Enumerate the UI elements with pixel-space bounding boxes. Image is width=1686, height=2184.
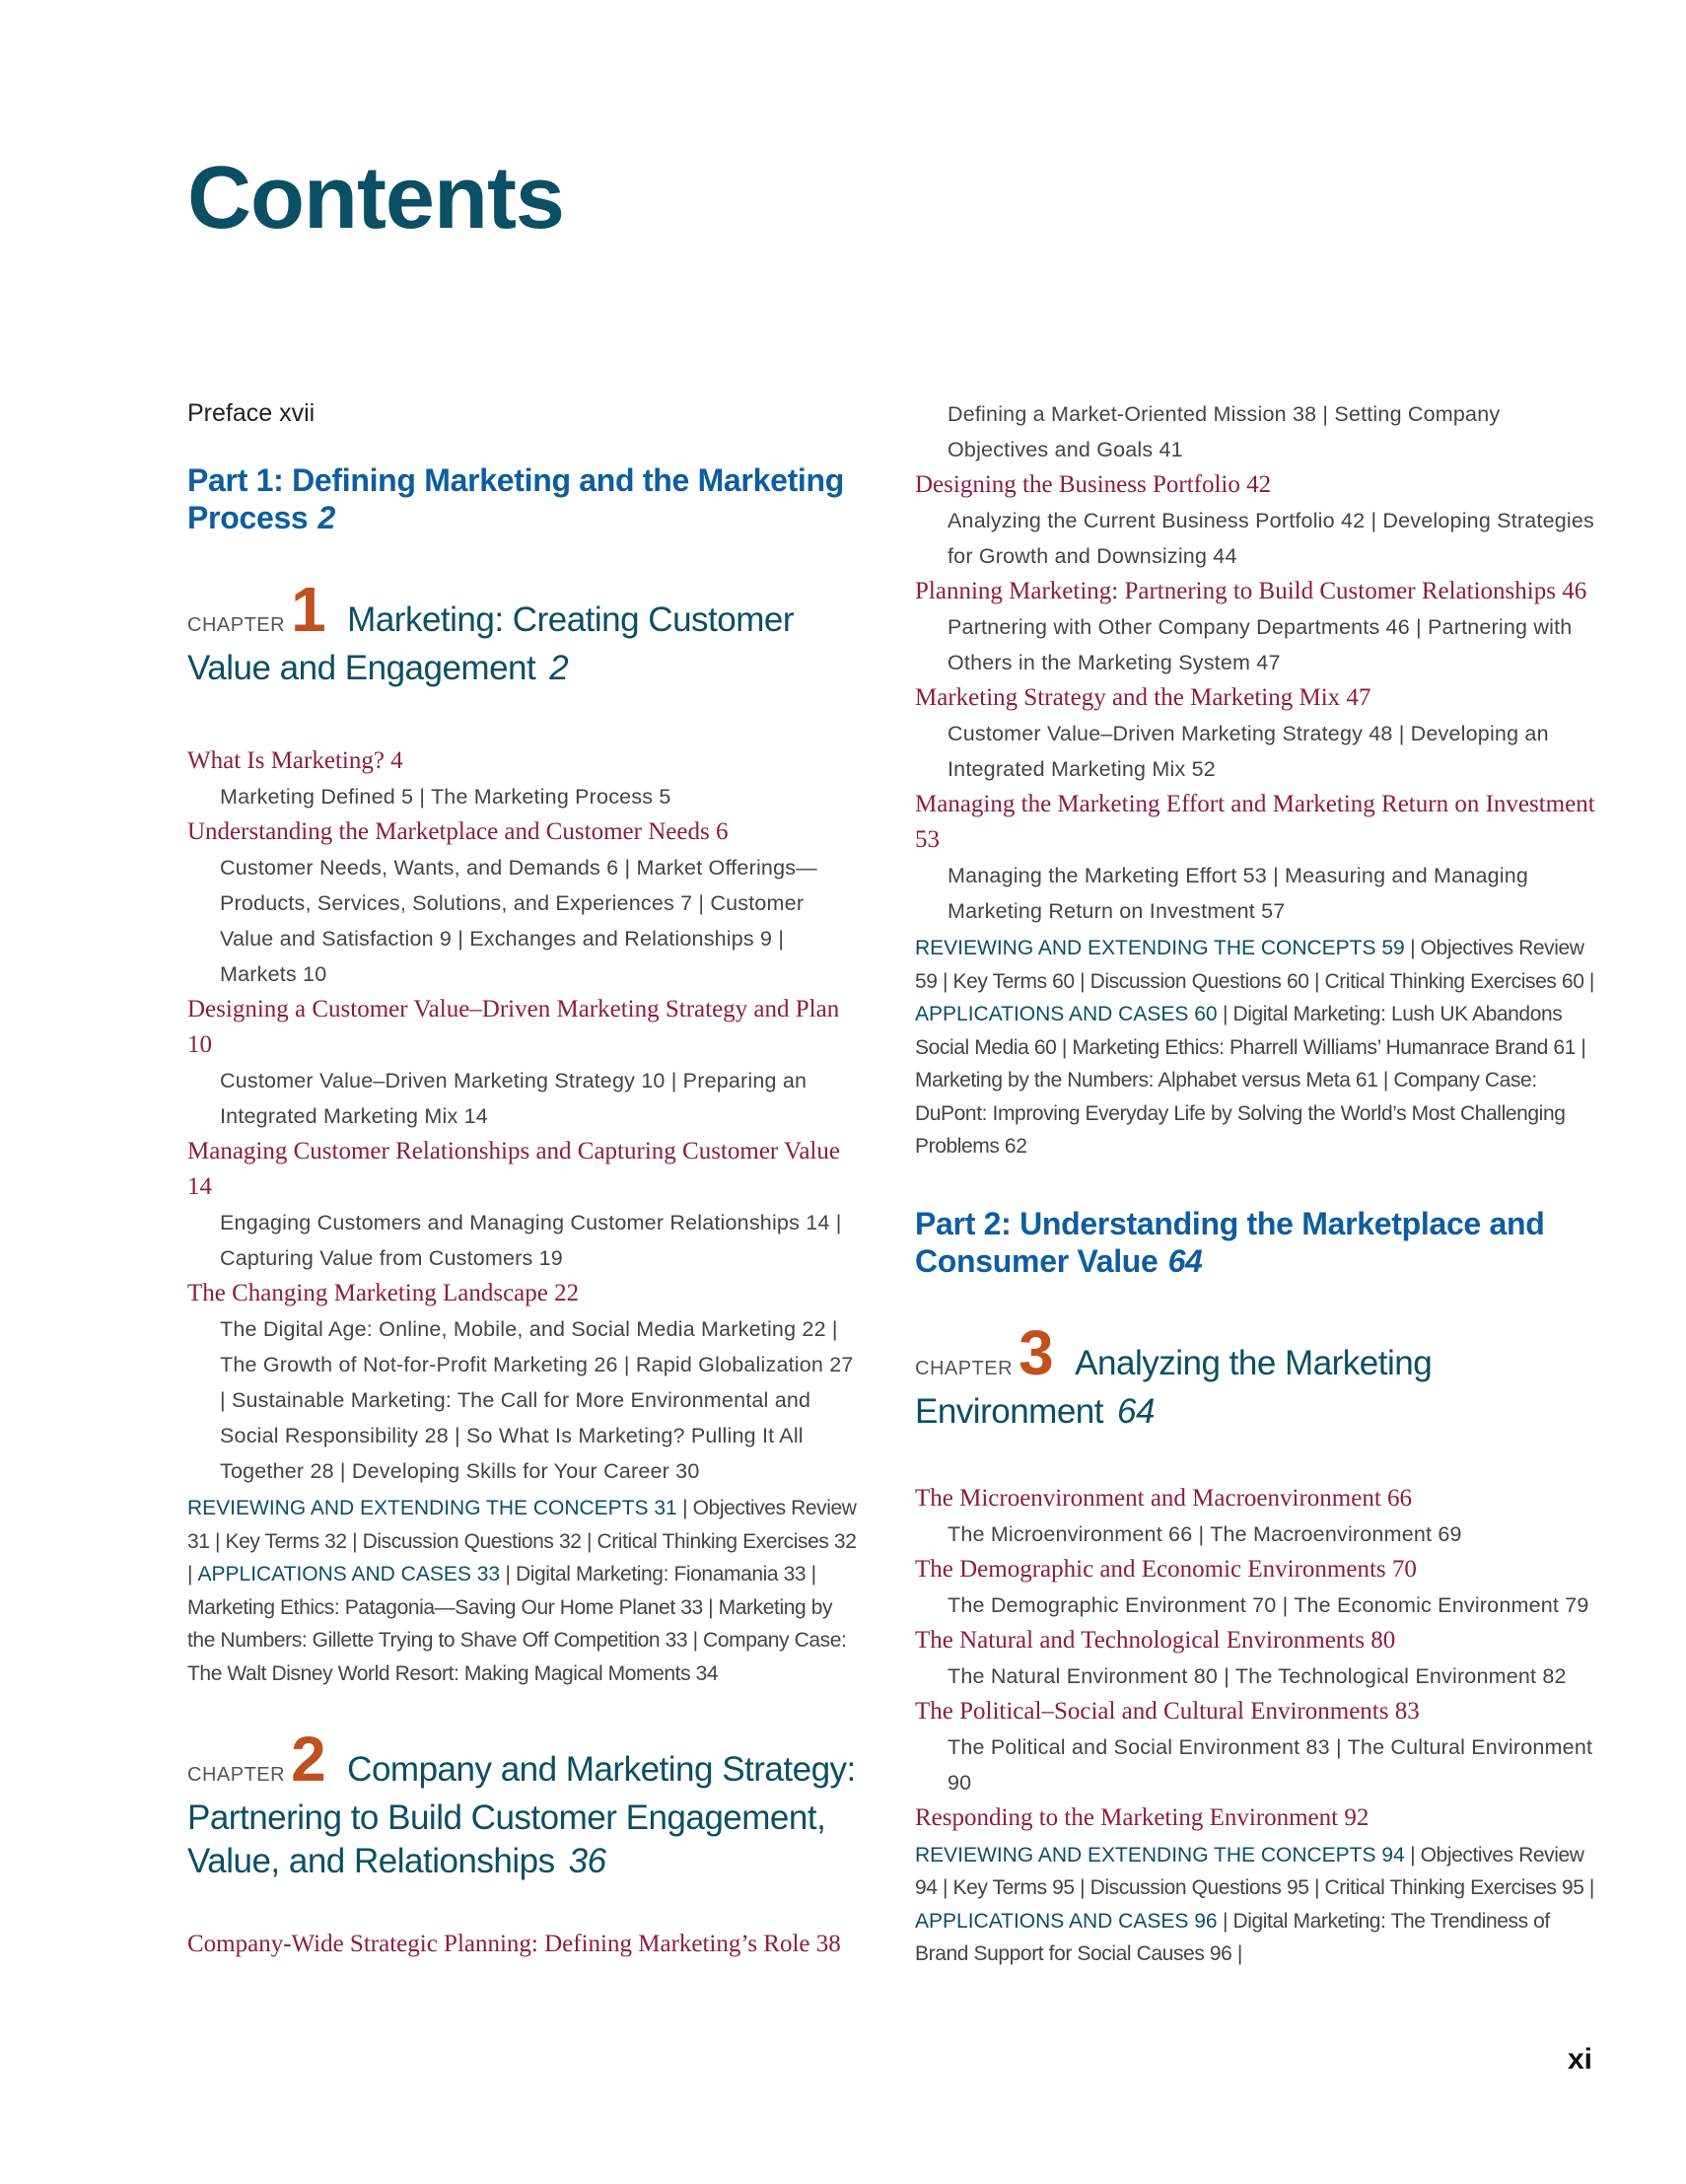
review-heading[interactable]: REVIEWING AND EXTENDING THE CONCEPTS 31 xyxy=(187,1497,677,1519)
review-heading[interactable]: REVIEWING AND EXTENDING THE CONCEPTS 94 xyxy=(915,1843,1405,1867)
applications-items: | Digital Marketing: The Trendiness of Brand Support for Social Causes 96 | xyxy=(915,1909,1550,1965)
chapter-page: 64 xyxy=(1116,1391,1155,1431)
applications-items: | Digital Marketing: Fionamania 33 | Marketing Ethics: Patagonia—Saving Our Home Planet 33 | Marketing by the Numbers: Gillette Trying to Shave Off Competition 33 | Company Case: The Walt Disney World Resort: Making Magical Moments 34 xyxy=(187,1563,847,1685)
applications-items: | Digital Marketing: Lush UK Abandons Social Media 60 | Marketing Ethics: Pharrell Williams’ Humanrace Brand 61 | Marketing by the Numbers: Alphabet versus Meta 61 | Company Case: DuPont: Improving Everyday Life by Solving the World’s Most Challenging Problems 62 xyxy=(915,1003,1586,1158)
part-1-heading[interactable] xyxy=(187,461,858,536)
chapter-review-block xyxy=(915,1839,1605,1971)
applications-heading[interactable]: APPLICATIONS AND CASES 60 xyxy=(915,1003,1218,1025)
chapter-page: 36 xyxy=(568,1842,606,1880)
applications-heading[interactable]: APPLICATIONS AND CASES 33 xyxy=(197,1563,501,1585)
review-items: | Objectives Review 94 | Key Terms 95 | Discussion Questions 95 | Critical Thinking Exercises 95 | xyxy=(915,1843,1594,1899)
chapter-3-heading[interactable] xyxy=(915,1316,1605,1434)
review-items: | Objectives Review 59 | Key Terms 60 | Discussion Questions 60 | Critical Thinking Exercises 60 | xyxy=(915,937,1594,993)
page-title: Contents xyxy=(187,149,564,247)
toc-section[interactable]: Responding to the Marketing Environment 92 xyxy=(915,1803,1370,1831)
chapter-title: Analyzing the Marketing Environment xyxy=(915,1343,1433,1431)
toc-subsections: Defining a Market-Oriented Mission 38 | Setting Company Objectives and Goals 41 xyxy=(948,402,1501,461)
toc-section[interactable]: The Microenvironment and Macroenvironment 66 xyxy=(915,1484,1413,1512)
toc-subsections: The Microenvironment 66 | The Macroenvironment 69 xyxy=(948,1521,1462,1546)
toc-section[interactable]: Managing the Marketing Effort and Marketing Return on Investment 53 xyxy=(915,791,1595,853)
applications-heading[interactable]: APPLICATIONS AND CASES 96 xyxy=(915,1909,1218,1933)
toc-subsections: Managing the Marketing Effort 53 | Measuring and Managing Marketing Return on Investment 57 xyxy=(948,864,1529,923)
chapter-number: 2 xyxy=(291,1724,326,1795)
chapter-review-block xyxy=(915,932,1605,1163)
page-folio: xi xyxy=(1568,2043,1593,2076)
toc-section[interactable]: Designing a Customer Value–Driven Marketing Strategy and Plan 10 xyxy=(187,996,840,1058)
toc-section[interactable]: What Is Marketing? 4 xyxy=(187,747,403,774)
toc-subsections: Analyzing the Current Business Portfolio 42 | Developing Strategies for Growth and Downsizing 44 xyxy=(948,509,1594,568)
preface-entry[interactable]: Preface xvii xyxy=(187,399,316,427)
toc-subsections: The Demographic Environment 70 | The Economic Environment 79 xyxy=(948,1592,1589,1617)
toc-section[interactable]: The Changing Marketing Landscape 22 xyxy=(187,1280,580,1306)
toc-section[interactable]: Company-Wide Strategic Planning: Defining Marketing’s Role 38 xyxy=(187,1931,841,1957)
toc-section[interactable]: Marketing Strategy and the Marketing Mix 47 xyxy=(915,684,1371,711)
toc-subsections: The Natural Environment 80 | The Technological Environment 82 xyxy=(948,1663,1567,1688)
toc-subsections: Customer Value–Driven Marketing Strategy 48 | Developing an Integrated Marketing Mix 52 xyxy=(948,722,1549,781)
toc-section[interactable]: Understanding the Marketplace and Customer Needs 6 xyxy=(187,818,729,845)
review-items: | Objectives Review 31 | Key Terms 32 | Discussion Questions 32 | Critical Thinking Exercises 32 | xyxy=(187,1497,857,1585)
chapter-review-block xyxy=(187,1492,858,1690)
chapter-title: Company and Marketing Strategy: Partnering to Build Customer Engagement, Value, and Relationships xyxy=(187,1750,856,1880)
contents-column-right xyxy=(915,396,1605,1971)
chapter-number: 3 xyxy=(1019,1316,1054,1388)
toc-section[interactable]: Designing the Business Portfolio 42 xyxy=(915,471,1272,498)
part-page: 2 xyxy=(317,500,335,535)
toc-subsections: Customer Needs, Wants, and Demands 6 | Market Offerings—Products, Services, Solutions, and Experiences 7 | Customer Value and Satisfaction 9 | Exchanges and Relationships 9 | Markets 10 xyxy=(220,856,817,986)
chapter-label: CHAPTER xyxy=(915,1357,1014,1379)
chapter-number: 1 xyxy=(291,574,326,645)
chapter-label: CHAPTER xyxy=(187,1764,286,1786)
toc-subsections: The Political and Social Environment 83 | The Cultural Environment 90 xyxy=(948,1734,1593,1795)
chapter-page: 2 xyxy=(549,649,569,687)
toc-section[interactable]: Managing Customer Relationships and Capturing Customer Value 14 xyxy=(187,1138,840,1200)
chapter-label: CHAPTER xyxy=(187,614,286,636)
chapter-title: Marketing: Creating Customer Value and Engagement xyxy=(187,600,795,687)
toc-subsections: Partnering with Other Company Departments 46 | Partnering with Others in the Marketing System 47 xyxy=(948,615,1573,674)
toc-subsections: Engaging Customers and Managing Customer Relationships 14 | Capturing Value from Customers 19 xyxy=(220,1211,842,1270)
chapter-1-heading[interactable] xyxy=(187,574,858,690)
part-title: Part 1: Defining Marketing and the Marketing Process xyxy=(187,462,845,535)
toc-section[interactable]: The Political–Social and Cultural Environments 83 xyxy=(915,1697,1420,1725)
toc-section[interactable]: The Natural and Technological Environments 80 xyxy=(915,1626,1396,1654)
toc-section[interactable]: The Demographic and Economic Environments 70 xyxy=(915,1555,1417,1583)
chapter-2-heading[interactable] xyxy=(187,1724,858,1883)
toc-subsections: The Digital Age: Online, Mobile, and Social Media Marketing 22 | The Growth of Not-for-Profit Marketing 26 | Rapid Globalization 27 | Sustainable Marketing: The Call for More Environmental and Social Responsibility 28 | So What Is Marketing? Pulling It All Together 28 | Developing Skills for Your Career 30 xyxy=(220,1317,854,1483)
review-heading[interactable]: REVIEWING AND EXTENDING THE CONCEPTS 59 xyxy=(915,937,1405,959)
toc-subsections: Marketing Defined 5 | The Marketing Process 5 xyxy=(220,785,671,809)
part-title: Part 2: Understanding the Marketplace and Consumer Value xyxy=(915,1205,1545,1279)
contents-column-left xyxy=(187,399,858,1962)
toc-subsections: Customer Value–Driven Marketing Strategy 10 | Preparing an Integrated Marketing Mix 14 xyxy=(220,1069,808,1128)
toc-section[interactable]: Planning Marketing: Partnering to Build Customer Relationships 46 xyxy=(915,578,1587,604)
part-2-heading[interactable] xyxy=(915,1205,1605,1280)
part-page: 64 xyxy=(1167,1242,1203,1279)
